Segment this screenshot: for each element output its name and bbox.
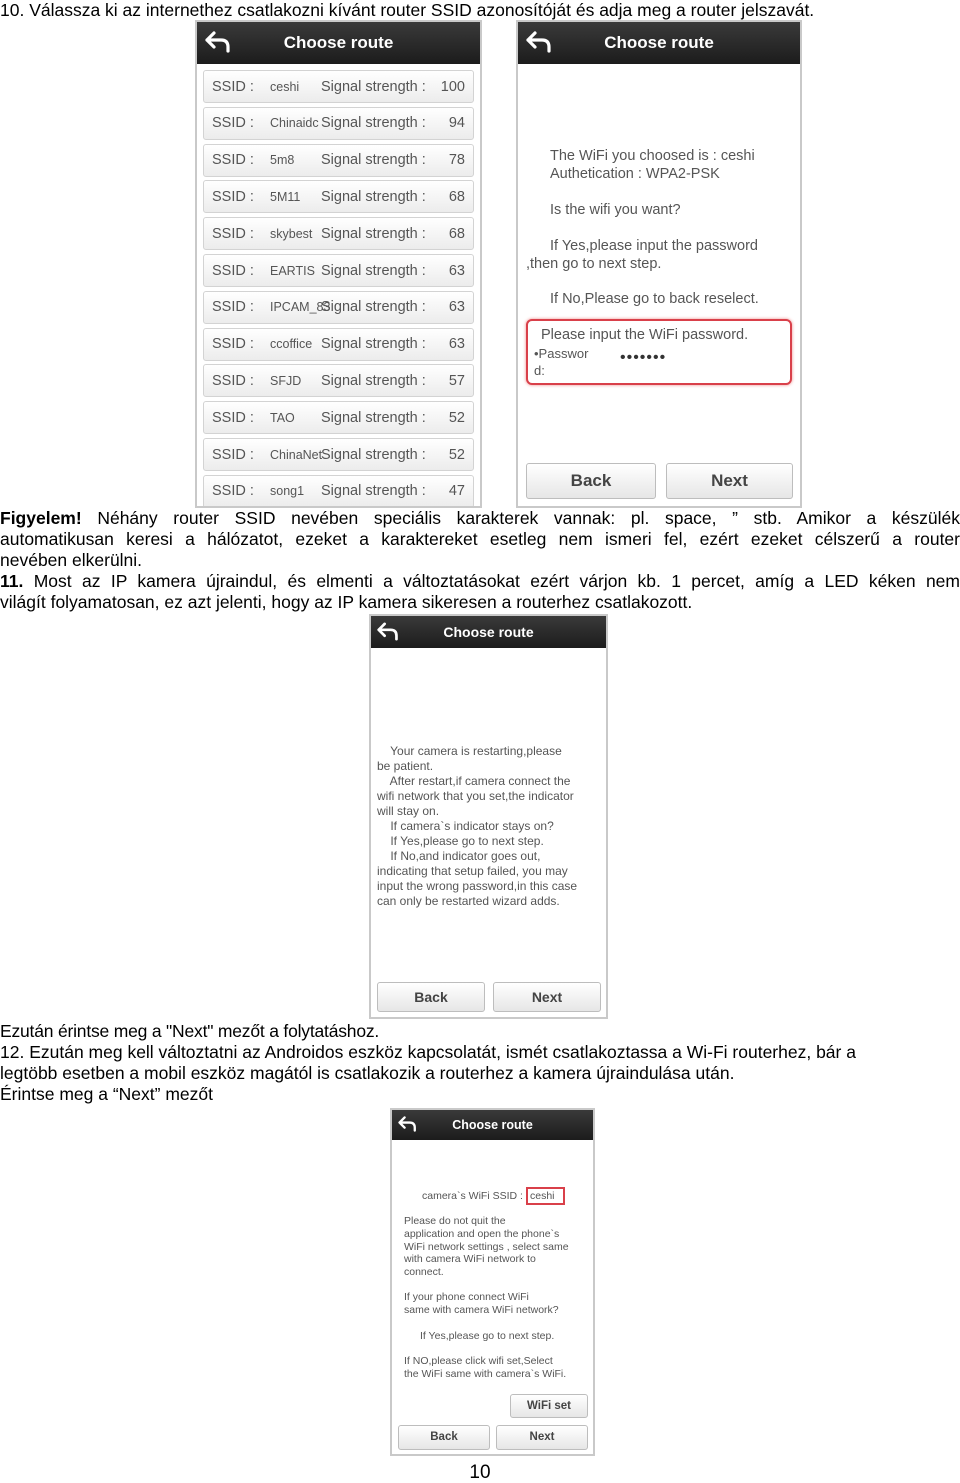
ssid-row[interactable] xyxy=(203,180,474,213)
signal-strength-value: 57 xyxy=(448,372,465,389)
signal-strength-label: Signal strength : xyxy=(321,115,426,132)
step12-line-2: legtöbb esetben a mobil eszköz magától is csatlakozik a routerhez a kamera újraindulása után. xyxy=(0,1063,735,1083)
text-line: will stay on. xyxy=(377,804,440,818)
title-bar xyxy=(371,616,606,648)
screen-title: Choose route xyxy=(443,624,534,640)
back-arrow-icon[interactable] xyxy=(377,622,399,641)
text-line: indicating that setup failed, you may xyxy=(377,864,568,878)
ssid-label: SSID : xyxy=(212,188,254,205)
ssid-label: SSID : xyxy=(212,299,254,316)
signal-strength-value: 52 xyxy=(448,446,465,463)
next-button[interactable]: Next xyxy=(666,463,793,499)
signal-strength-value: 52 xyxy=(448,409,465,426)
page-number: 10 xyxy=(469,1462,491,1483)
password-box[interactable] xyxy=(526,319,792,385)
ssid-row[interactable] xyxy=(203,328,474,361)
no-instruction: If No,Please go to back reselect. xyxy=(550,291,759,307)
password-prompt: Please input the WiFi password. xyxy=(541,327,749,343)
text-line: same with camera WiFi network? xyxy=(404,1303,559,1316)
ssid-row[interactable] xyxy=(203,291,474,324)
camera-ssid-value: ceshi xyxy=(526,1187,565,1205)
next-button[interactable]: Next xyxy=(496,1425,588,1450)
signal-strength-label: Signal strength : xyxy=(321,262,426,279)
ssid-label: SSID : xyxy=(212,152,254,169)
note-text: Néhány router SSID nevében speciális karakterek vannak: pl. space, ” stb. Amikor a készülék xyxy=(81,508,960,528)
signal-strength-value: 100 xyxy=(440,78,465,95)
ssid-name: 5m8 xyxy=(270,153,295,168)
signal-strength-label: Signal strength : xyxy=(321,336,426,353)
text-line: If No,and indicator goes out, xyxy=(377,849,541,863)
instruction-block-4 xyxy=(404,1355,566,1381)
text-line: WiFi network settings , select same xyxy=(404,1240,569,1253)
ssid-name: IPCAM_83 xyxy=(270,300,331,315)
note-bold: Figyelem! xyxy=(0,508,82,528)
password-label: •Passwor xyxy=(534,346,589,361)
ssid-row[interactable] xyxy=(203,364,474,397)
ssid-row[interactable] xyxy=(203,254,474,287)
step11-line-1 xyxy=(0,571,960,592)
next-button[interactable]: Next xyxy=(493,982,601,1012)
back-button[interactable]: Back xyxy=(526,463,656,499)
back-arrow-icon[interactable] xyxy=(205,31,231,53)
text-line: application and open the phone`s xyxy=(404,1227,560,1240)
ssid-name: song1 xyxy=(270,484,305,499)
signal-strength-value: 63 xyxy=(448,262,465,279)
text-line: If camera`s indicator stays on? xyxy=(377,819,554,833)
ssid-row[interactable] xyxy=(203,144,474,177)
signal-strength-value: 47 xyxy=(448,483,465,500)
ssid-name: EARTIS xyxy=(270,263,315,278)
text-line: wifi network that you set,the indicator xyxy=(377,789,574,803)
ssid-row[interactable] xyxy=(203,438,474,471)
text-line: If your phone connect WiFi xyxy=(404,1291,529,1303)
yes-instruction: If Yes,please input the password xyxy=(550,238,758,254)
text-line: can only be restarted wizard adds. xyxy=(377,894,560,908)
back-button[interactable]: Back xyxy=(398,1425,490,1450)
signal-strength-label: Signal strength : xyxy=(321,409,426,426)
ssid-label: SSID : xyxy=(212,336,254,353)
signal-strength-label: Signal strength : xyxy=(321,188,426,205)
signal-strength-label: Signal strength : xyxy=(321,152,426,169)
chosen-wifi-text: The WiFi you choosed is : ceshi xyxy=(550,148,755,164)
text-line: Your camera is restarting,please xyxy=(377,744,562,758)
ssid-name: TAO xyxy=(270,410,295,425)
after-screen3-text: Ezután érintse meg a "Next" mezőt a folytatáshoz. xyxy=(0,1021,380,1041)
step11-line-2: világít folyamatosan, ez azt jelenti, hogy az IP kamera sikeresen a routerhez csatlakozott. xyxy=(0,592,693,612)
signal-strength-value: 63 xyxy=(448,336,465,353)
ssid-name: SFJD xyxy=(270,373,302,388)
signal-strength-value: 78 xyxy=(448,152,465,169)
ssid-label: SSID : xyxy=(212,225,254,242)
note-line-1 xyxy=(0,508,960,529)
signal-strength-value: 63 xyxy=(448,299,465,316)
intro-text: 10. Válassza ki az internethez csatlakozni kívánt router SSID azonosítóját és adja meg a router jelszavát. xyxy=(0,0,815,20)
text-line: If NO,please click wifi set,Select xyxy=(404,1355,553,1367)
ssid-label: SSID : xyxy=(212,372,254,389)
camera-ssid-label: camera`s WiFi SSID : xyxy=(422,1190,523,1202)
text-line: After restart,if camera connect the xyxy=(377,774,571,788)
title-bar xyxy=(197,22,480,64)
ssid-name: Chinaidc xyxy=(270,116,319,131)
instruction-block-3 xyxy=(420,1330,554,1343)
ssid-row[interactable] xyxy=(203,107,474,140)
step11-number: 11. xyxy=(0,571,24,591)
title-bar xyxy=(392,1110,593,1140)
text-line: If Yes,please go to next step. xyxy=(420,1330,555,1342)
signal-strength-label: Signal strength : xyxy=(321,446,426,463)
ssid-label: SSID : xyxy=(212,446,254,463)
text-line: input the wrong password,in this case xyxy=(377,879,578,893)
ssid-label: SSID : xyxy=(212,409,254,426)
screenshot-restarting xyxy=(369,614,608,1019)
password-label-cont: d: xyxy=(534,363,545,378)
text-line: with camera WiFi network to xyxy=(404,1253,536,1266)
signal-strength-value: 68 xyxy=(448,188,465,205)
ssid-label: SSID : xyxy=(212,78,254,95)
ssid-name: ceshi xyxy=(270,79,300,94)
note-line-2: automatikusan keresi a hálózatot, ezeket a karaktereket esetleg nem ismeri fel, ezért ezeket célszerű a router xyxy=(0,529,960,549)
ssid-row[interactable] xyxy=(203,475,474,508)
signal-strength-label: Signal strength : xyxy=(321,483,426,500)
text-line: If Yes,please go to next step. xyxy=(377,834,544,848)
title-bar xyxy=(518,22,800,64)
screenshot-phone-wifi xyxy=(390,1108,595,1456)
screen-title: Choose route xyxy=(452,1118,533,1132)
auth-text: Authetication : WPA2-PSK xyxy=(550,166,720,182)
ssid-row[interactable] xyxy=(203,70,474,103)
ssid-name: ChinaNet xyxy=(270,447,323,462)
text-line: connect. xyxy=(404,1266,444,1279)
step12-line-1: 12. Ezután meg kell változtatni az Androidos eszköz kapcsolatát, ismét csatlakoztassa a Wi-Fi routerhez, bár a xyxy=(0,1042,856,1062)
signal-strength-value: 94 xyxy=(448,115,465,132)
signal-strength-value: 68 xyxy=(448,225,465,242)
screenshot-password xyxy=(516,20,802,508)
ssid-name: 5M11 xyxy=(270,189,301,204)
question-text: Is the wifi you want? xyxy=(550,202,681,218)
ssid-label: SSID : xyxy=(212,115,254,132)
step12-line-3: Érintse meg a “Next” mezőt xyxy=(0,1084,213,1104)
ssid-name: ccoffice xyxy=(270,337,313,352)
signal-strength-label: Signal strength : xyxy=(321,299,426,316)
back-arrow-icon[interactable] xyxy=(398,1116,417,1132)
ssid-row[interactable] xyxy=(203,217,474,250)
instruction-block-2 xyxy=(404,1291,559,1317)
back-arrow-icon[interactable] xyxy=(526,31,552,53)
yes-instruction-cont: ,then go to next step. xyxy=(526,256,662,272)
signal-strength-label: Signal strength : xyxy=(321,78,426,95)
restart-message xyxy=(377,744,577,909)
ssid-label: SSID : xyxy=(212,262,254,279)
ssid-name: skybest xyxy=(270,226,313,241)
wifi-set-button[interactable]: WiFi set xyxy=(510,1394,588,1418)
note-line-3: nevében elkerülni. xyxy=(0,550,143,570)
ssid-label: SSID : xyxy=(212,483,254,500)
text-line: the WiFi same with camera`s WiFi. xyxy=(404,1367,567,1380)
step11-text: Most az IP kamera újraindul, és elmenti a változtatásokat ezért várjon kb. 1 percet, amíg a LED kéken nem xyxy=(23,571,960,591)
signal-strength-label: Signal strength : xyxy=(321,372,426,389)
signal-strength-label: Signal strength : xyxy=(321,225,426,242)
text-line: Please do not quit the xyxy=(404,1215,506,1227)
screen-title: Choose route xyxy=(283,33,394,52)
password-field[interactable]: ••••••• xyxy=(620,349,667,366)
screen-title: Choose route xyxy=(604,33,714,52)
screenshot-ssid-list xyxy=(195,20,482,508)
ssid-row[interactable] xyxy=(203,401,474,434)
text-line: be patient. xyxy=(377,759,434,773)
back-button[interactable]: Back xyxy=(377,982,485,1012)
instruction-block-1 xyxy=(404,1215,569,1279)
